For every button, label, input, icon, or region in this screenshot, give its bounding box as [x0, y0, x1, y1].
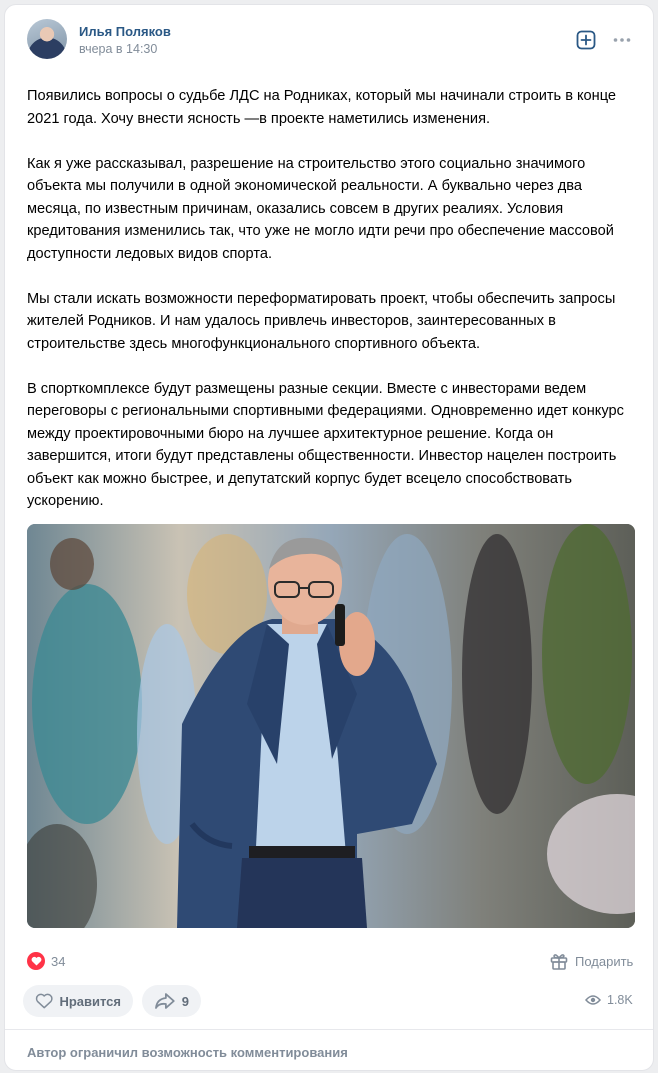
- reactions-count: 34: [51, 953, 66, 969]
- photo-illustration: [27, 524, 635, 928]
- more-button[interactable]: [611, 29, 633, 51]
- gift-icon: [549, 951, 569, 971]
- post-text: [27, 85, 639, 513]
- share-count: 9: [181, 993, 189, 1009]
- reactions-summary[interactable]: [27, 952, 65, 970]
- avatar[interactable]: [27, 19, 67, 59]
- eye-icon: [585, 994, 601, 1006]
- post-header: [5, 5, 653, 75]
- post-time[interactable]: вчера в 14:30: [79, 42, 158, 56]
- views-count: 1.8K: [607, 993, 633, 1007]
- post-photo[interactable]: [27, 524, 635, 928]
- gift-button[interactable]: [549, 951, 633, 971]
- add-to-button[interactable]: [575, 29, 597, 51]
- post-paragraph: В спорткомплексе будут размещены разные секции. Вместе с инвесторами ведем переговоры с региональными спортивными федерациями. Одновременно идет конкурс между проектировочными бюро на лучшее архитектурное решение. Когда он завершится, итоги будут представлены общественности. Инвестор нацелен построить объект как можно быстрее, и депутатский корпус будет всецело способствовать ускорению.: [27, 380, 624, 509]
- post-paragraph: Как я уже рассказывал, разрешение на строительство этого социально значимого объекта мы получили в одной экономической реальности. А буквально через два месяца, по известным причинам, оказались совсем в других реалиях. Условия кредитования изменились так, что уже не могло идти речи про обеспечение массовой доступности ледовых видов спорта.: [27, 155, 614, 262]
- like-label: Нравится: [59, 993, 121, 1009]
- add-icon: [576, 30, 596, 50]
- divider: [5, 1029, 653, 1030]
- post-paragraph: Появились вопросы о судьбе ЛДС на Родниках, который мы начинали строить в конце 2021 года. Хочу внести ясность —в проекте наметились изменения.: [27, 88, 617, 127]
- like-button[interactable]: [23, 985, 133, 1017]
- post-card: [4, 4, 654, 1071]
- more-icon: [613, 37, 631, 43]
- gift-label: Подарить: [575, 953, 634, 969]
- like-icon: [35, 991, 53, 1011]
- share-icon: [154, 991, 176, 1011]
- comments-disabled-note: Автор ограничил возможность комментирования: [27, 1045, 348, 1060]
- author-name[interactable]: Илья Поляков: [79, 24, 171, 39]
- heart-icon: [27, 952, 45, 970]
- views-counter: [585, 993, 633, 1007]
- post-paragraph: Мы стали искать возможности переформатировать проект, чтобы обеспечить запросы жителей Родников. И нам удалось привлечь инвесторов, заинтересованных в строительстве здесь многофункционального спортивного объекта.: [27, 290, 616, 352]
- share-button[interactable]: [142, 985, 201, 1017]
